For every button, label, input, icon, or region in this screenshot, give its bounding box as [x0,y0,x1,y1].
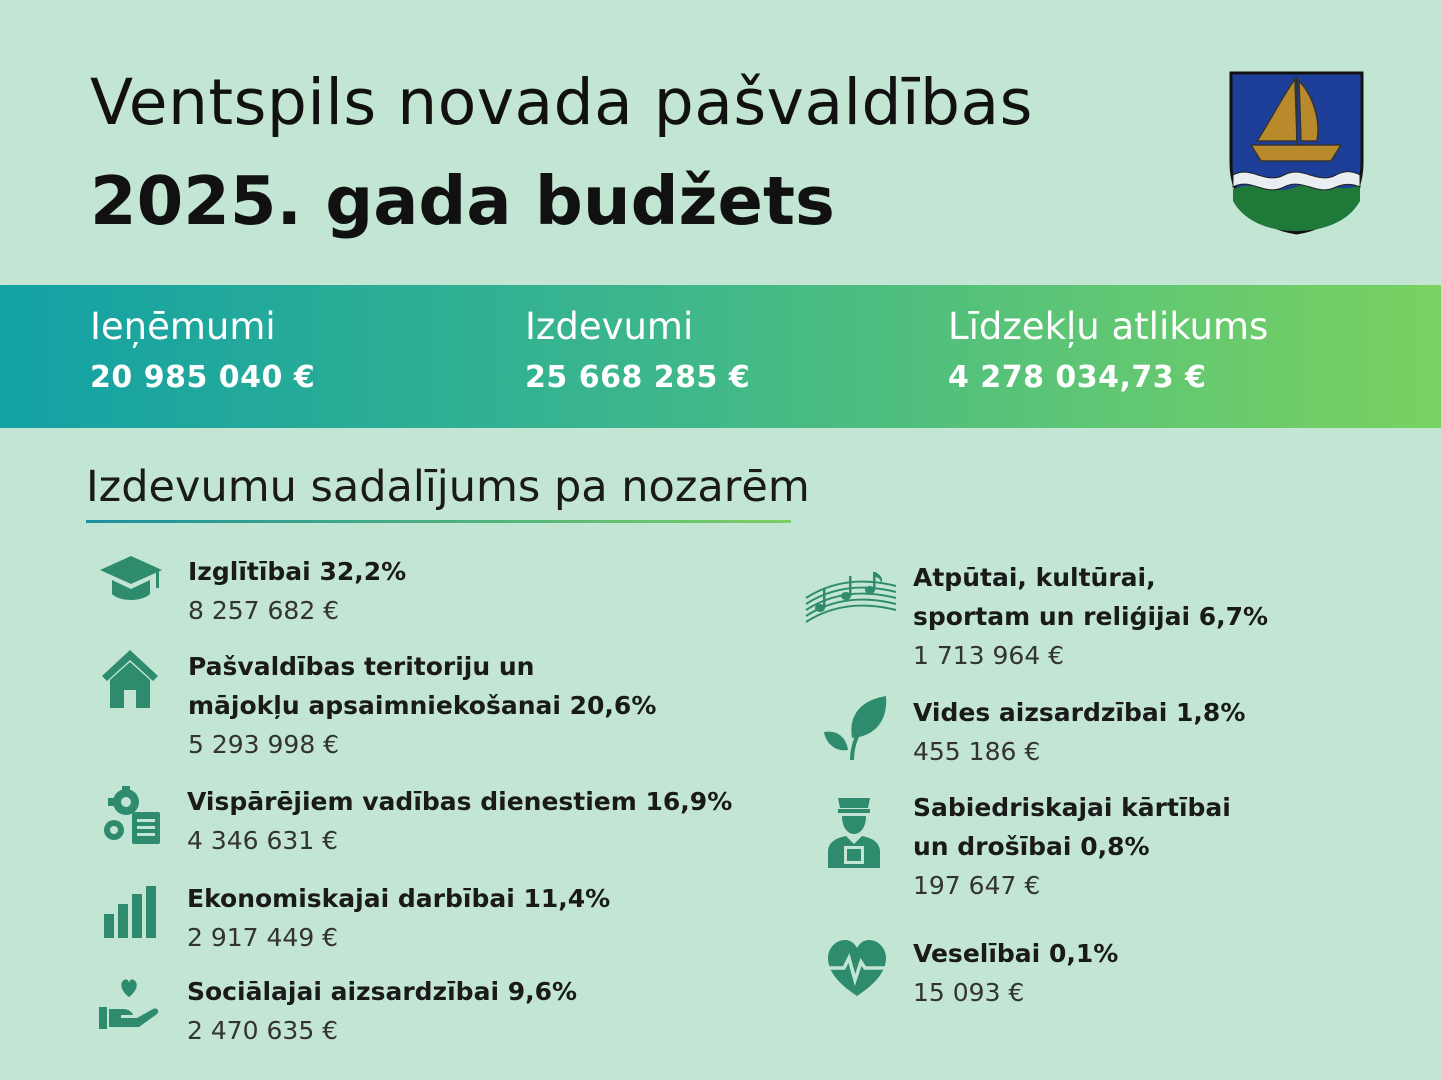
summary-revenue [90,305,315,395]
bar-chart-icon [102,884,158,940]
police-officer-icon [824,794,884,870]
summary-expenses [525,305,750,395]
item-name: Izglītībai 32,2% [188,557,407,586]
revenue-value: 20 985 040 € [90,360,316,395]
item-amount: 8 257 682 € [188,596,340,625]
item-name: Atpūtai, kultūrai, [913,563,1156,592]
balance-label: Līdzekļu atlikums [948,305,1269,348]
gear-document-icon [100,784,162,846]
expenses-value: 25 668 285 € [525,360,751,395]
item-amount: 2 917 449 € [187,923,339,952]
budget-summary-band [0,285,1441,428]
section-underline [86,520,791,523]
item-amount: 15 093 € [913,978,1025,1007]
expenses-label: Izdevumi [525,305,694,348]
item-name: un drošībai 0,8% [913,832,1150,861]
item-name: sportam un reliģijai 6,7% [913,602,1269,631]
item-amount: 197 647 € [913,871,1041,900]
balance-value: 4 278 034,73 € [948,360,1207,395]
house-icon [100,648,160,710]
hand-heart-icon [97,975,161,1031]
list-item [913,558,1268,675]
item-amount: 4 346 631 € [187,826,339,855]
coat-of-arms-ship-icon [1229,71,1364,235]
graduation-cap-icon [98,552,164,608]
item-name: mājokļu apsaimniekošanai 20,6% [188,691,657,720]
item-name: Ekonomiskajai darbībai 11,4% [187,884,611,913]
leaf-sprout-icon [822,694,888,762]
page-title-line1: Ventspils novada pašvaldības [90,66,1033,139]
item-name: Vispārējiem vadības dienestiem 16,9% [187,787,733,816]
item-amount: 2 470 635 € [187,1016,339,1045]
item-amount: 5 293 998 € [188,730,340,759]
item-name: Pašvaldības teritoriju un [188,652,535,681]
heart-pulse-icon [826,938,888,1000]
item-name: Veselībai 0,1% [913,939,1119,968]
list-item [913,788,1231,905]
item-name: Sociālajai aizsardzībai 9,6% [187,977,578,1006]
page-title-line2: 2025. gada budžets [90,162,835,240]
item-amount: 455 186 € [913,737,1041,766]
item-name: Vides aizsardzībai 1,8% [913,698,1246,727]
list-item [913,693,1245,771]
list-item [187,879,610,957]
list-item [913,934,1118,1012]
list-item [187,972,577,1050]
section-title: Izdevumu sadalījums pa nozarēm [86,462,810,512]
list-item [188,552,406,630]
list-item [187,782,732,860]
list-item [188,647,656,764]
music-notes-icon [804,568,898,626]
item-amount: 1 713 964 € [913,641,1065,670]
item-name: Sabiedriskajai kārtībai [913,793,1231,822]
revenue-label: Ieņēmumi [90,305,276,348]
summary-balance [948,305,1268,395]
